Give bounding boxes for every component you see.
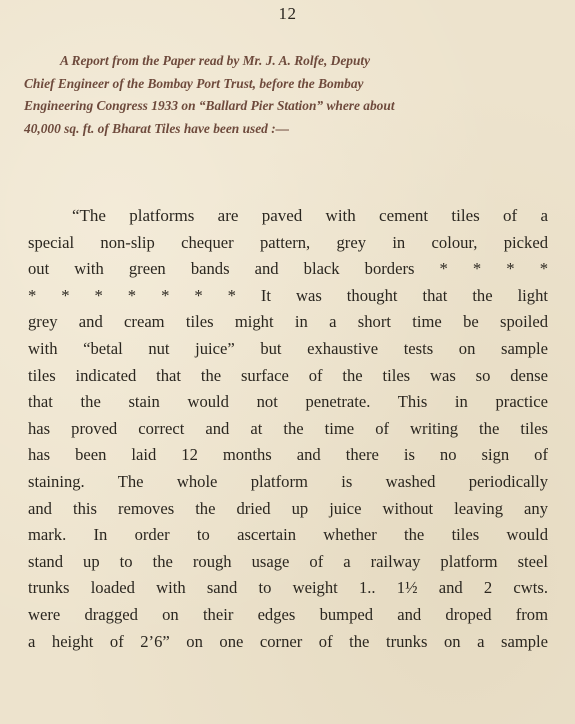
body-line: mark. In order to ascertain whether the tiles would <box>28 525 548 545</box>
body-line: stand up to the rough usage of a railway platform steel <box>28 551 548 571</box>
body-line: staining. The whole platform is washed periodically <box>28 471 548 491</box>
body-line: trunks loaded with sand to weight 1.. 1½ and 2 cwts. <box>28 578 548 598</box>
intro-line: Engineering Congress 1933 on “Ballard Pier Station” where about <box>24 98 395 113</box>
body-line: has proved correct and at the time of writing the tiles <box>28 418 548 438</box>
body-line: with “betal nut juice” but exhaustive tests on sample <box>28 338 548 358</box>
body-line: a height of 2’6” on one corner of the trunks on a sample <box>28 631 548 651</box>
body-line: tiles indicated that the surface of the tiles was so dense <box>28 365 548 385</box>
body-line: were dragged on their edges bumped and droped from <box>28 604 548 624</box>
quoted-report-paragraph <box>28 203 548 655</box>
intro-line: Chief Engineer of the Bombay Port Trust, before the Bombay <box>24 75 364 91</box>
intro-line: 40,000 sq. ft. of Bharat Tiles have been used :— <box>24 120 290 136</box>
body-line: * * * * * * * It was thought that the light <box>28 285 548 305</box>
body-line: that the stain would not penetrate. This in practice <box>28 392 548 412</box>
intro-line: A Report from the Paper read by Mr. J. A. Rolfe, Deputy <box>60 53 371 68</box>
body-line: “The platforms are paved with cement tiles of a <box>72 206 548 225</box>
intro-paragraph <box>24 50 544 140</box>
page-number: 12 <box>278 4 297 23</box>
body-line: has been laid 12 months and there is no sign of <box>28 445 548 465</box>
body-line: special non-slip chequer pattern, grey in colour, picked <box>28 232 548 252</box>
body-line: and this removes the dried up juice without leaving any <box>28 498 548 518</box>
body-line: grey and cream tiles might in a short time be spoiled <box>28 312 548 332</box>
body-line: out with green bands and black borders * * * * <box>28 259 548 279</box>
